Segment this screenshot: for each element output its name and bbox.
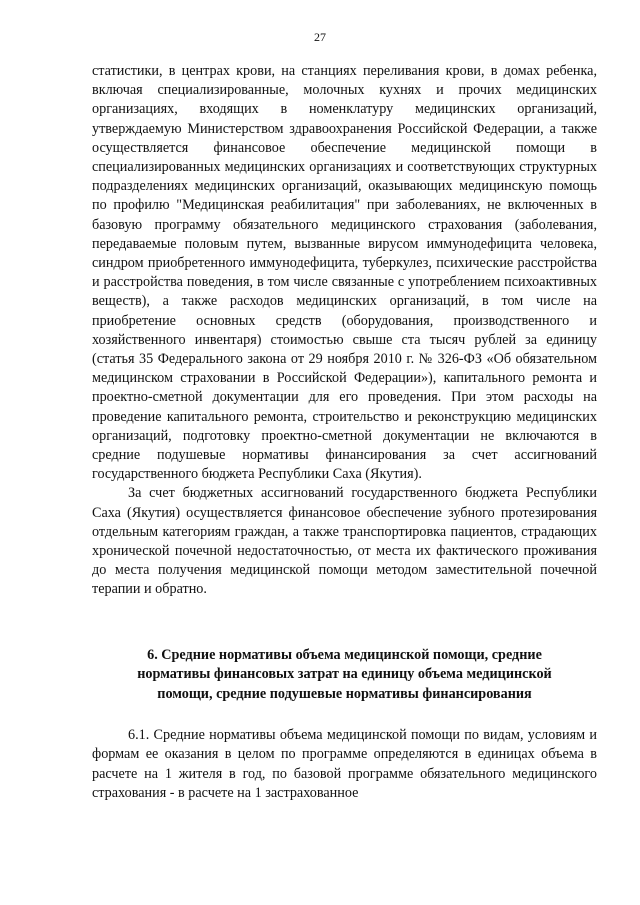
- section-heading-line: помощи, средние подушевые нормативы финансирования: [157, 685, 532, 702]
- spacer: [92, 704, 597, 726]
- section-heading-line: 6. Средние нормативы объема медицинской помощи, средние: [147, 646, 542, 663]
- page-number: 27: [314, 30, 326, 44]
- document-body: [92, 62, 597, 803]
- section-paragraph-6-1: 6.1. Средние нормативы объема медицинской помощи по видам, условиям и формам ее оказания в целом по программе определяются в единицах объема в расчете на 1 жителя в год, по базовой программе обязательного медицинского страхования - в расчете на 1 застрахованное: [92, 727, 597, 801]
- body-paragraph-continued: статистики, в центрах крови, на станциях переливания крови, в домах ребенка, включая специализированные, молочных кухнях и прочих медицинских организациях, входящих в номенклатуру медицинских организаций, утверждаемую Министерством здравоохранения Российской Федерации, а также осуществляется финансовое обеспечение медицинской помощи в специализированных медицинских организациях и соответствующих структурных подразделениях медицинских организаций, оказывающих медицинскую помощь по профилю "Медицинская реабилитация" при заболеваниях, не включенных в базовую программу обязательного медицинского страхования (заболевания, передаваемые половым путем, вызванные вирусом иммунодефицита человека, синдром приобретенного иммунодефицита, туберкулез, психические расстройства и расстройства поведения, в том числе связанные с употреблением психоактивных веществ), а также расходов медицинских организаций, в том числе на приобретение основных средств (оборудования, производственного и хозяйственного инвентаря) стоимостью свыше ста тысяч рублей за единицу (статья 35 Федерального закона от 29 ноября 2010 г. № 326-ФЗ «Об обязательном медицинском страховании в Российской Федерации»), капитального ремонта и проектно-сметной документации для его проведения. При этом расходы на проведение капитального ремонта, строительство и реконструкцию медицинских организаций, подготовку проектно-сметной документации не включаются в средние подушевые нормативы финансирования за счет ассигнований государственного бюджета Республики Саха (Якутия).: [92, 63, 597, 483]
- section-heading: [92, 646, 597, 705]
- section-heading-line: нормативы финансовых затрат на единицу объема медицинской: [137, 666, 552, 683]
- body-paragraph-dental-funding: За счет бюджетных ассигнований государственного бюджета Республики Саха (Якутия) осуществляется финансовое обеспечение зубного протезирования отдельным категориям граждан, а также транспортировка пациентов, страдающих хронической почечной недостаточностью, от места их фактического проживания до места получения медицинской помощи методом заместительной почечной терапии и обратно.: [92, 485, 597, 598]
